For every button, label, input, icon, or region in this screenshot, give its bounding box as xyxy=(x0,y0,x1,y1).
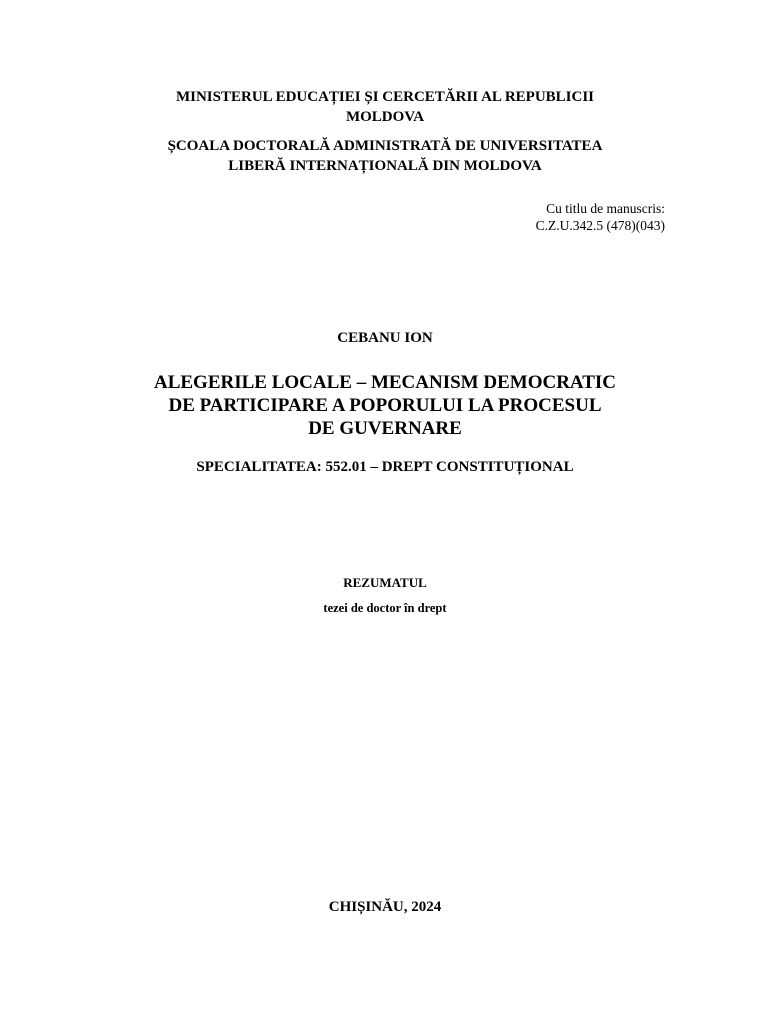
thesis-title-line-1: ALEGERILE LOCALE – MECANISM DEMOCRATIC xyxy=(153,372,617,393)
manuscript-label: Cu titlu de manuscris: xyxy=(546,201,665,216)
summary-heading: REZUMATUL xyxy=(343,575,427,590)
author-name: CEBANU ION xyxy=(337,330,433,346)
place-year: CHIȘINĂU, 2024 xyxy=(328,899,442,915)
thesis-title-line-3: DE GUVERNARE xyxy=(308,418,462,439)
school-line-2: LIBERĂ INTERNAȚIONALĂ DIN MOLDOVA xyxy=(228,158,542,174)
ministry-line-2: MOLDOVA xyxy=(345,109,425,125)
summary-subtitle: tezei de doctor în drept xyxy=(323,601,447,615)
specialty: SPECIALITATEA: 552.01 – DREPT CONSTITUȚIONAL xyxy=(196,459,574,475)
manuscript-code: C.Z.U.342.5 (478)(043) xyxy=(535,218,665,233)
school-line-1: ȘCOALA DOCTORALĂ ADMINISTRATĂ DE UNIVERSITATEA xyxy=(167,138,603,154)
ministry-line-1: MINISTERUL EDUCAȚIEI ȘI CERCETĂRII AL REPUBLICII xyxy=(175,89,595,105)
thesis-title-line-2: DE PARTICIPARE A POPORULUI LA PROCESUL xyxy=(168,395,602,416)
